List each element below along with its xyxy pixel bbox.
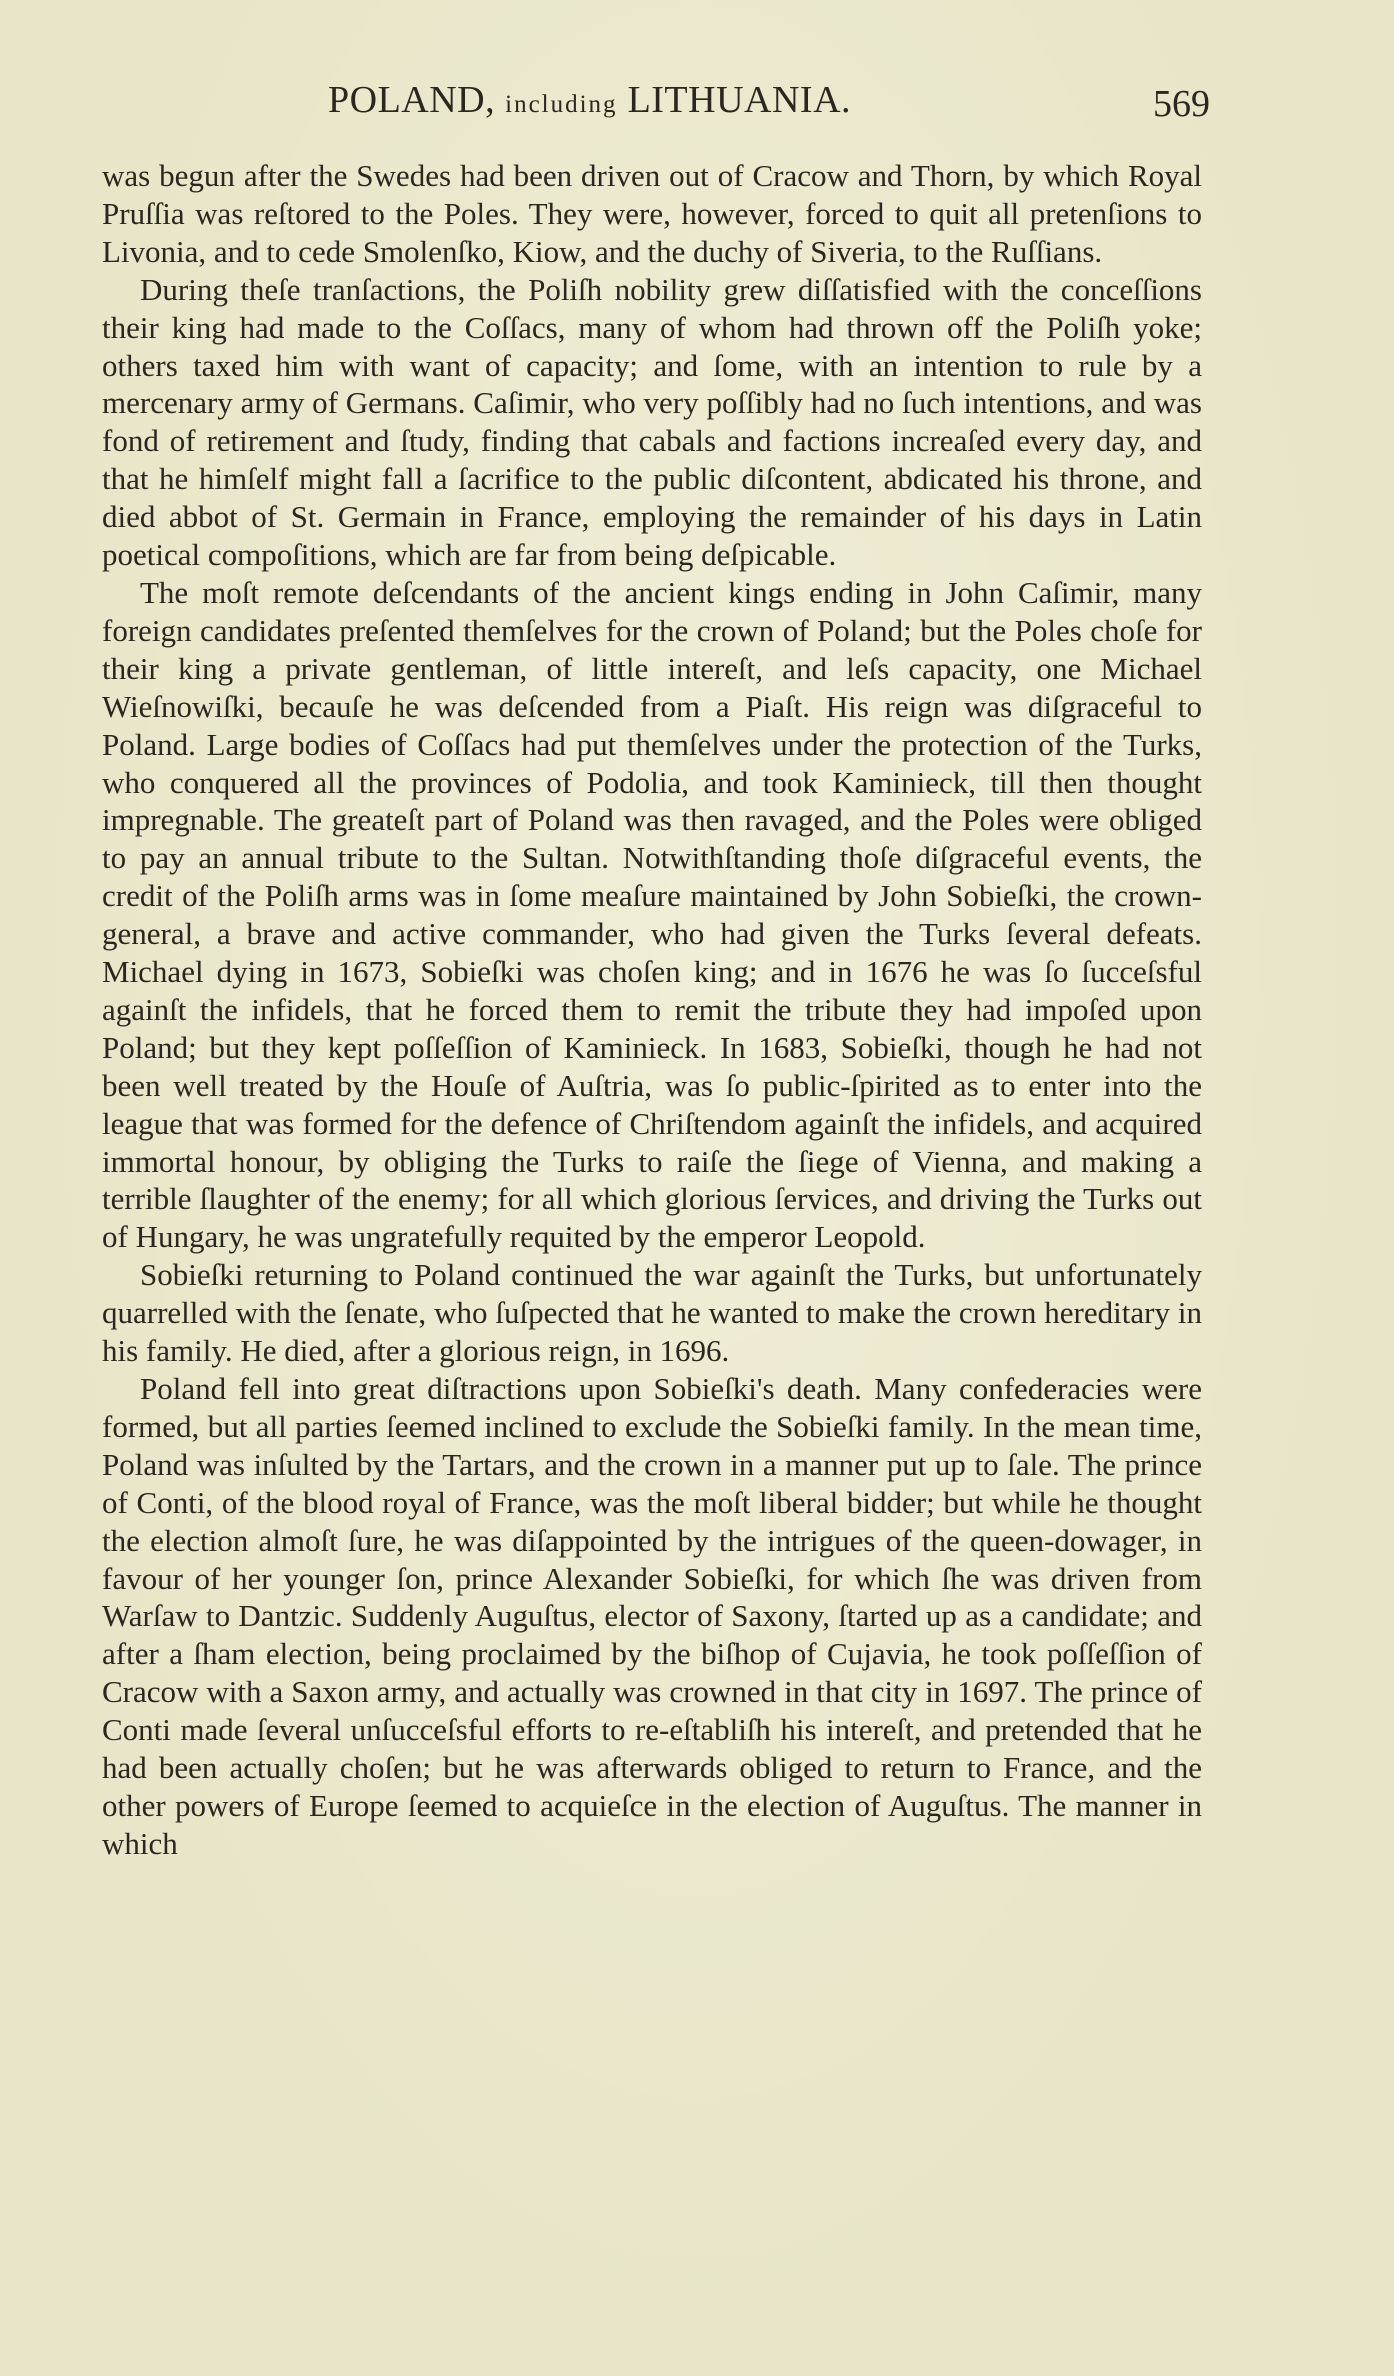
title-lithuania: LITHUANIA.	[627, 79, 852, 121]
title-poland: POLAND,	[328, 79, 496, 121]
paragraph: was begun after the Swedes had been driven out of Cracow and Thorn, by which Royal Pruſſia was reſtored to the Poles. They were, however, forced to quit all pretenſions to Livonia, and to cede Smolenſko, Kiow, and the duchy of Siveria, to the Ruſſians.	[102, 158, 1202, 269]
paragraph: Sobieſki returning to Poland continued the war againſt the Turks, but unfortunately quarrelled with the ſenate, who ſuſpected that he wanted to make the crown hereditary in his family. He died, after a glorious reign, in 1696.	[102, 1257, 1202, 1369]
paragraph: Poland fell into great diſtractions upon Sobieſki's death. Many confederacies were formed, but all parties ſeemed inclined to exclude the Sobieſki family. In the mean time, Poland was inſulted by the Tartars, and the crown in a manner put up to ſale. The prince of Conti, of the blood royal of France, was the moſt liberal bidder; but while he thought the election almoſt ſure, he was diſappointed by the intrigues of the queen-dowager, in favour of her younger ſon, prince Alexander Sobieſki, for which ſhe was driven from Warſaw to Dantzic. Suddenly Auguſtus, elector of Saxony, ſtarted up as a candidate; and after a ſham election, being proclaimed by the biſhop of Cujavia, he took poſſeſſion of Cracow with a Saxon army, and actually was crowned in that city in 1697. The prince of Conti made ſeveral unſucceſsful efforts to re-eſtabliſh his intereſt, and pretended that he had been actually choſen; but he was afterwards obliged to return to France, and the other powers of Europe ſeemed to acquieſce in the election of Auguſtus. The manner in which	[102, 1371, 1202, 1861]
paragraph: The moſt remote deſcendants of the ancient kings ending in John Caſimir, many foreign candidates preſented themſelves for the crown of Poland; but the Poles choſe for their king a private gentleman, of little intereſt, and leſs capacity, one Michael Wieſnowiſki, becauſe he was deſcended from a Piaſt. His reign was diſgraceful to Poland. Large bodies of Coſſacs had put themſelves under the protection of the Turks, who conquered all the provinces of Podolia, and took Kaminieck, till then thought impregnable. The greateſt part of Poland was then ravaged, and the Poles were obliged to pay an annual tribute to the Sultan. Notwithſtanding thoſe diſgraceful events, the credit of the Poliſh arms was in ſome meaſure maintained by John Sobieſki, the crown-general, a brave and active commander, who had given the Turks ſeveral defeats. Michael dying in 1673, Sobieſki was choſen king; and in 1676 he was ſo ſucceſsful againſt the infidels, that he forced them to remit the tribute they had impoſed upon Poland; but they kept poſſeſſion of Kaminieck. In 1683, Sobieſki, though he had not been well treated by the Houſe of Auſtria, was ſo public-ſpirited as to enter into the league that was formed for the defence of Chriſtendom againſt the infidels, and acquired immortal honour, by obliging the Turks to raiſe the ſiege of Vienna, and making a terrible ſlaughter of the enemy; for all which glorious ſervices, and driving the Turks out of Hungary, he was ungratefully requited by the emperor Leopold.	[102, 574, 1202, 1255]
body-text	[102, 157, 1202, 1863]
running-header	[100, 78, 1210, 138]
page-number: 569	[1153, 83, 1210, 125]
running-title	[328, 78, 851, 122]
title-including: including	[505, 91, 618, 118]
paragraph: During theſe tranſactions, the Poliſh nobility grew diſſatisfied with the conceſſions their king had made to the Coſſacs, many of whom had thrown off the Poliſh yoke; others taxed him with want of capacity; and ſome, with an intention to rule by a mercenary army of Germans. Caſimir, who very poſſibly had no ſuch intentions, and was fond of retirement and ſtudy, finding that cabals and factions increaſed every day, and that he himſelf might fall a ſacrifice to the public diſcontent, abdicated his throne, and died abbot of St. Germain in France, employing the remainder of his days in Latin poetical compoſitions, which are far from being deſpicable.	[102, 271, 1202, 573]
